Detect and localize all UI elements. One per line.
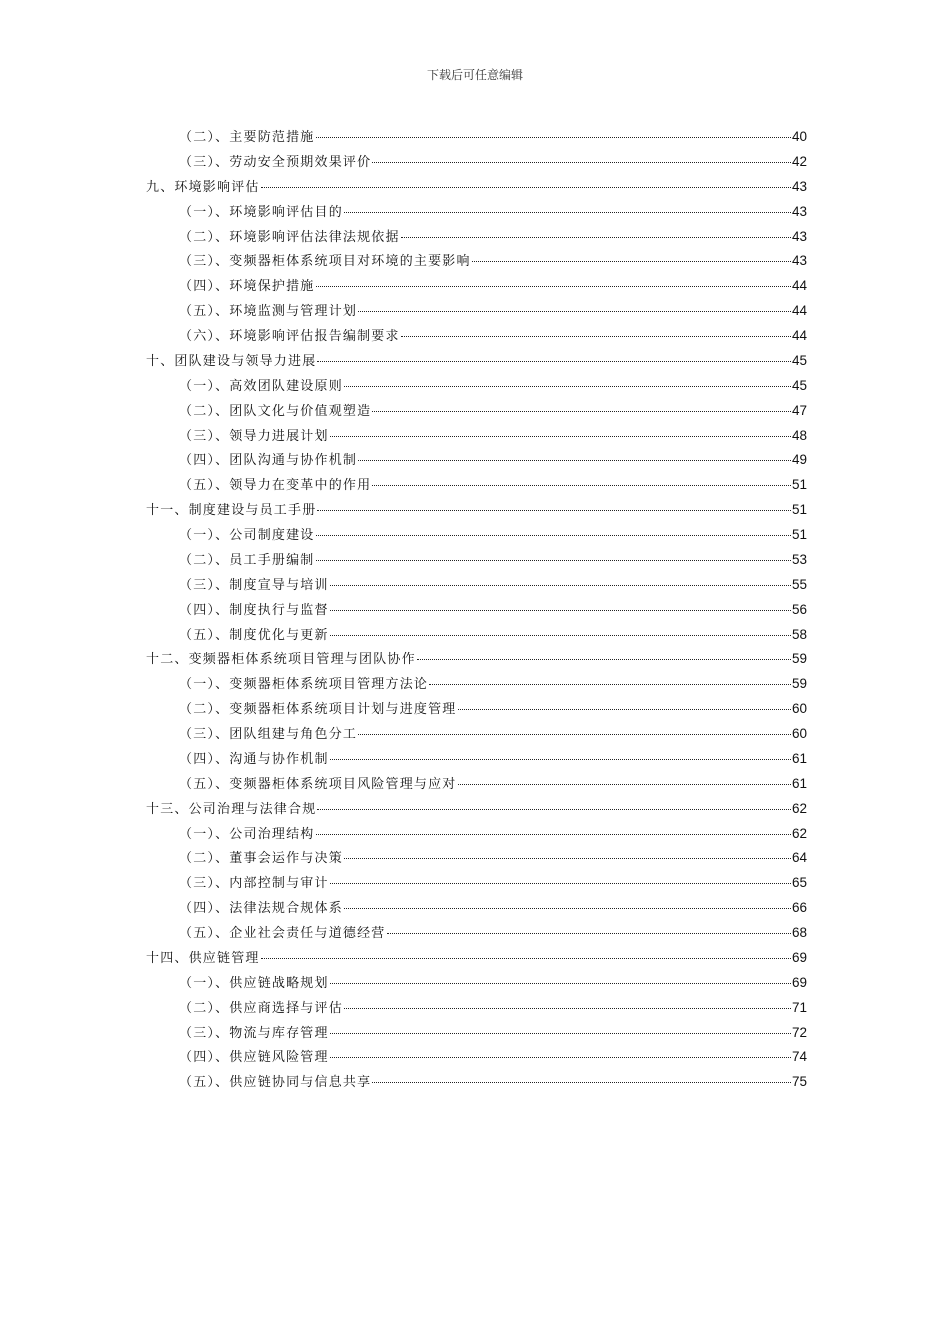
toc-section-entry[interactable] [146,127,807,152]
toc-dot-leader [330,1033,791,1034]
toc-page-number: 62 [791,825,807,841]
toc-entry-title: （四）、团队沟通与协作机制 [179,453,358,469]
toc-page-number: 58 [791,626,807,642]
toc-page-number: 66 [791,900,807,916]
toc-dot-leader [344,1008,791,1009]
toc-dot-leader [317,361,791,362]
toc-entry-title: （三）、领导力进展计划 [179,428,329,444]
toc-entry-title: （二）、变频器柜体系统项目计划与进度管理 [179,702,457,718]
toc-page-number: 55 [791,576,807,592]
toc-entry-title: （一）、变频器柜体系统项目管理方法论 [179,677,429,693]
toc-chapter-entry[interactable] [146,500,807,525]
toc-section-entry[interactable] [146,475,807,500]
toc-page-number: 59 [791,676,807,692]
toc-entry-title: （五）、制度优化与更新 [179,627,329,643]
toc-entry-title: （三）、制度宣导与培训 [179,577,329,593]
toc-page-number: 69 [791,974,807,990]
toc-page-number: 44 [791,328,807,343]
toc-dot-leader [330,436,791,437]
toc-entry-title: 十四、供应链管理 [146,950,260,966]
toc-chapter-entry[interactable] [146,177,807,202]
toc-entry-title: （三）、变频器柜体系统项目对环境的主要影响 [179,254,471,270]
toc-section-entry[interactable] [146,600,807,625]
toc-page-number: 43 [791,203,807,219]
toc-entry-title: （二）、团队文化与价值观塑造 [179,403,372,419]
toc-page-number: 65 [791,875,807,891]
toc-section-entry[interactable] [146,824,807,849]
toc-dot-leader [330,635,791,636]
toc-entry-title: （一）、高效团队建设原则 [179,378,343,394]
toc-dot-leader [429,684,791,685]
toc-chapter-entry[interactable] [146,799,807,824]
toc-entry-title: （五）、变频器柜体系统项目风险管理与应对 [179,776,457,792]
toc-dot-leader [344,386,791,387]
toc-entry-title: （一）、供应链战略规划 [179,975,329,991]
toc-entry-title: （一）、环境影响评估目的 [179,204,343,220]
toc-dot-leader [344,908,791,909]
toc-section-entry[interactable] [146,1047,807,1072]
toc-entry-title: （一）、公司制度建设 [179,528,315,543]
toc-section-entry[interactable] [146,848,807,873]
toc-dot-leader [417,659,791,660]
toc-dot-leader [358,460,791,461]
toc-section-entry[interactable] [146,152,807,177]
toc-page-number: 61 [791,750,807,766]
toc-dot-leader [316,137,791,138]
toc-section-entry[interactable] [146,376,807,401]
toc-dot-leader [344,858,791,859]
toc-entry-title: （五）、供应链协同与信息共享 [179,1075,372,1091]
toc-entry-title: （三）、团队组建与角色分工 [179,727,358,742]
toc-entry-title: （四）、沟通与协作机制 [179,751,329,767]
toc-page-number: 45 [791,352,807,368]
toc-section-entry[interactable] [146,575,807,600]
toc-entry-title: （四）、法律法规合规体系 [179,901,343,917]
toc-dot-leader [372,485,791,486]
toc-section-entry[interactable] [146,426,807,451]
toc-section-entry[interactable] [146,973,807,998]
toc-dot-leader [372,162,791,163]
toc-entry-title: （四）、供应链风险管理 [179,1050,329,1066]
toc-section-entry[interactable] [146,749,807,774]
toc-dot-leader [330,983,791,984]
toc-page-number: 62 [791,800,807,816]
toc-page-number: 42 [791,153,807,169]
table-of-contents [146,127,807,1097]
toc-section-entry[interactable] [146,699,807,724]
toc-page-number: 75 [791,1074,807,1090]
toc-entry-title: （二）、环境影响评估法律法规依据 [179,229,400,245]
toc-section-entry[interactable] [146,326,807,351]
toc-page-number: 40 [791,129,807,144]
toc-dot-leader [330,1057,791,1058]
toc-entry-title: （六）、环境影响评估报告编制要求 [179,329,400,344]
toc-entry-title: 十三、公司治理与法律合规 [146,801,317,817]
toc-page-number: 71 [791,999,807,1015]
toc-page-number: 51 [791,502,807,518]
toc-entry-title: （二）、供应商选择与评估 [179,1000,343,1016]
toc-entry-title: （二）、董事会运作与决策 [179,851,343,867]
toc-dot-leader [316,560,791,561]
toc-page-number: 74 [791,1049,807,1065]
toc-entry-title: （三）、劳动安全预期效果评价 [179,154,372,170]
toc-section-entry[interactable] [146,450,807,475]
toc-dot-leader [372,411,791,412]
toc-dot-leader [261,187,791,188]
toc-page-number: 43 [791,228,807,244]
toc-dot-leader [358,311,791,312]
toc-section-entry[interactable] [146,674,807,699]
toc-dot-leader [317,809,791,810]
toc-chapter-entry[interactable] [146,948,807,973]
toc-dot-leader [316,535,791,536]
toc-page-number: 60 [791,726,807,741]
toc-section-entry[interactable] [146,401,807,426]
toc-chapter-entry[interactable] [146,649,807,674]
toc-page-number: 44 [791,278,807,294]
toc-section-entry[interactable] [146,998,807,1023]
toc-page-number: 51 [791,527,807,542]
toc-page-number: 43 [791,178,807,194]
toc-entry-title: 十二、变频器柜体系统项目管理与团队协作 [146,652,416,668]
toc-page-number: 68 [791,925,807,940]
toc-entry-title: （五）、企业社会责任与道德经营 [179,926,386,941]
page-header: 下载后可任意编辑 [426,68,523,82]
toc-page-number: 49 [791,452,807,468]
toc-section-entry[interactable] [146,550,807,575]
toc-dot-leader [387,933,791,934]
toc-dot-leader [330,759,791,760]
toc-page-number: 45 [791,377,807,393]
toc-section-entry[interactable] [146,1023,807,1048]
toc-dot-leader [317,510,791,511]
toc-section-entry[interactable] [146,202,807,227]
toc-entry-title: （五）、环境监测与管理计划 [179,304,358,320]
toc-page-number: 43 [791,253,807,269]
toc-page-number: 60 [791,701,807,717]
toc-entry-title: （三）、物流与库存管理 [179,1025,329,1041]
toc-section-entry[interactable] [146,873,807,898]
toc-entry-title: （四）、环境保护措施 [179,279,315,295]
toc-entry-title: （三）、内部控制与审计 [179,876,329,892]
toc-section-entry[interactable] [146,227,807,252]
toc-entry-title: （五）、领导力在变革中的作用 [179,478,372,494]
toc-section-entry[interactable] [146,923,807,948]
toc-page-number: 47 [791,402,807,418]
toc-page-number: 44 [791,303,807,319]
toc-section-entry[interactable] [146,525,807,550]
toc-dot-leader [316,286,791,287]
toc-section-entry[interactable] [146,301,807,326]
toc-chapter-entry[interactable] [146,351,807,376]
toc-dot-leader [372,1082,791,1083]
toc-dot-leader [330,610,791,611]
toc-entry-title: （一）、公司治理结构 [179,826,315,842]
toc-page-number: 69 [791,949,807,965]
toc-page-number: 56 [791,601,807,617]
toc-section-entry[interactable] [146,625,807,650]
toc-page-number: 48 [791,427,807,443]
toc-page-number: 72 [791,1024,807,1040]
toc-entry-title: 九、环境影响评估 [146,179,260,195]
toc-dot-leader [458,784,791,785]
toc-page-number: 53 [791,551,807,567]
toc-dot-leader [472,261,791,262]
toc-dot-leader [330,883,791,884]
toc-section-entry[interactable] [146,276,807,301]
toc-dot-leader [458,709,791,710]
toc-dot-leader [261,958,791,959]
toc-section-entry[interactable] [146,724,807,749]
toc-dot-leader [401,336,791,337]
toc-section-entry[interactable] [146,251,807,276]
toc-entry-title: 十一、制度建设与员工手册 [146,503,317,519]
toc-entry-title: （四）、制度执行与监督 [179,602,329,618]
toc-dot-leader [344,212,791,213]
toc-page-number: 61 [791,775,807,791]
toc-page-number: 59 [791,651,807,667]
toc-section-entry[interactable] [146,774,807,799]
toc-dot-leader [358,734,791,735]
toc-section-entry[interactable] [146,898,807,923]
toc-page-number: 64 [791,850,807,866]
toc-section-entry[interactable] [146,1072,807,1097]
toc-dot-leader [316,834,791,835]
toc-entry-title: 十、团队建设与领导力进展 [146,353,317,369]
toc-entry-title: （二）、员工手册编制 [179,552,315,568]
toc-page-number: 51 [791,477,807,493]
toc-dot-leader [330,585,791,586]
toc-dot-leader [401,237,791,238]
toc-entry-title: （二）、主要防范措施 [179,130,315,145]
